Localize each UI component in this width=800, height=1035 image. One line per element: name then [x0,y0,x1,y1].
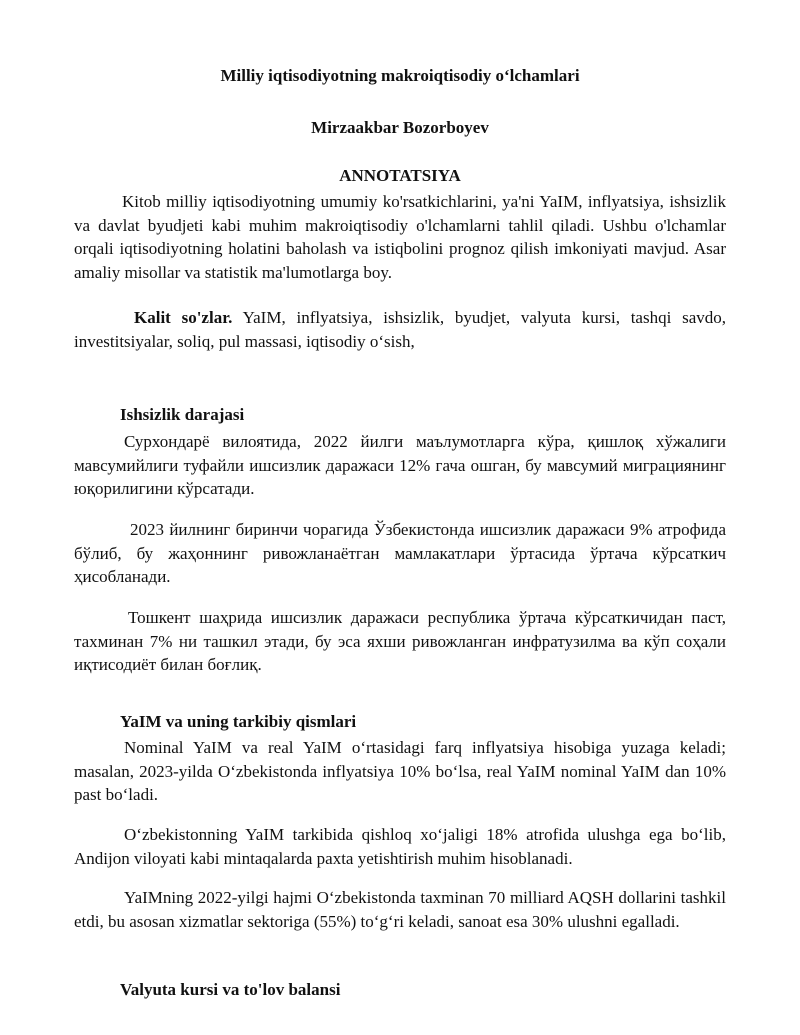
author-name: Mirzaakbar Bozorboyev [311,118,489,137]
abstract-heading: ANNOTATSIYA [339,166,461,185]
section-heading-exchange-rate: Valyuta kursi va to'lov balansi [120,980,341,999]
section-paragraph: Nominal YaIM va real YaIM oʻrtasidagi farq inflyatsiya hisobiga yuzaga keladi; masalan, 2023-yilda Oʻzbekistonda inflyatsiya 10% boʻlsa, real YaIM nominal YaIM dan 10% past boʻladi. [74,738,726,804]
section-paragraph: YaIMning 2022-yilgi hajmi Oʻzbekistonda taxminan 70 milliard AQSH dollarini tashkil etdi, bu asosan xizmatlar sektoriga (55%) toʻgʻri keladi, sanoat esa 30% ulushni egalladi. [74,888,726,931]
section-heading-gdp: YaIM va uning tarkibiy qismlari [120,712,357,731]
document-title: Milliy iqtisodiyotning makroiqtisodiy oʻlchamlari [220,66,580,85]
abstract-paragraph: Kitob milliy iqtisodiyotning umumiy ko'rsatkichlarini, ya'ni YaIM, inflyatsiya, ishsizlik va davlat byudjeti kabi muhim makroiqtisodiy o'lchamlarni tahlil qiladi. Ushbu o'lchamlar orqali iqtisodiyotning holatini baholash va istiqbolini prognoz qilish imkoniyati mavjud. Asar amaliy misollar va statistik ma'lumotlarga boy. [74,192,726,282]
section-heading-unemployment: Ishsizlik darajasi [120,405,245,424]
keywords-paragraph [74,306,726,353]
keywords-text: YaIM, inflyatsiya, ishsizlik, byudjet, valyuta kursi, tashqi savdo, investitsiyalar, soliq, pul massasi, iqtisodiy oʻsish, [74,308,726,351]
keywords-label: Kalit so'zlar. [134,308,233,327]
section-paragraph: Oʻzbekistonning YaIM tarkibida qishloq xoʻjaligi 18% atrofida ulushga ega boʻlib, Andijon viloyati kabi mintaqalarda paxta yetishtirish muhim hisoblanadi. [74,825,726,868]
section-paragraph: 2023 йилнинг биринчи чорагида Ўзбекистонда ишсизлик даражаси 9% атрофида бўлиб, бу жаҳоннинг ривожланаётган мамлакатлари ўртасида ўртача кўрсаткич ҳисобланади. [74,520,726,586]
section-paragraph: Тошкент шаҳрида ишсизлик даражаси республика ўртача кўрсаткичидан паст, тахминан 7% ни ташкил этади, бу эса яхши ривожланган инфратузилма ва кўп соҳали иқтисодиёт билан боғлиқ. [74,608,726,674]
section-paragraph: Сурхондарё вилоятида, 2022 йилги маълумотларга кўра, қишлоқ хўжалиги мавсумийлиги туфайли ишсизлик даражаси 12% гача ошган, бу мавсумий миграциянинг юқорилигини кўрсатади. [74,432,726,498]
